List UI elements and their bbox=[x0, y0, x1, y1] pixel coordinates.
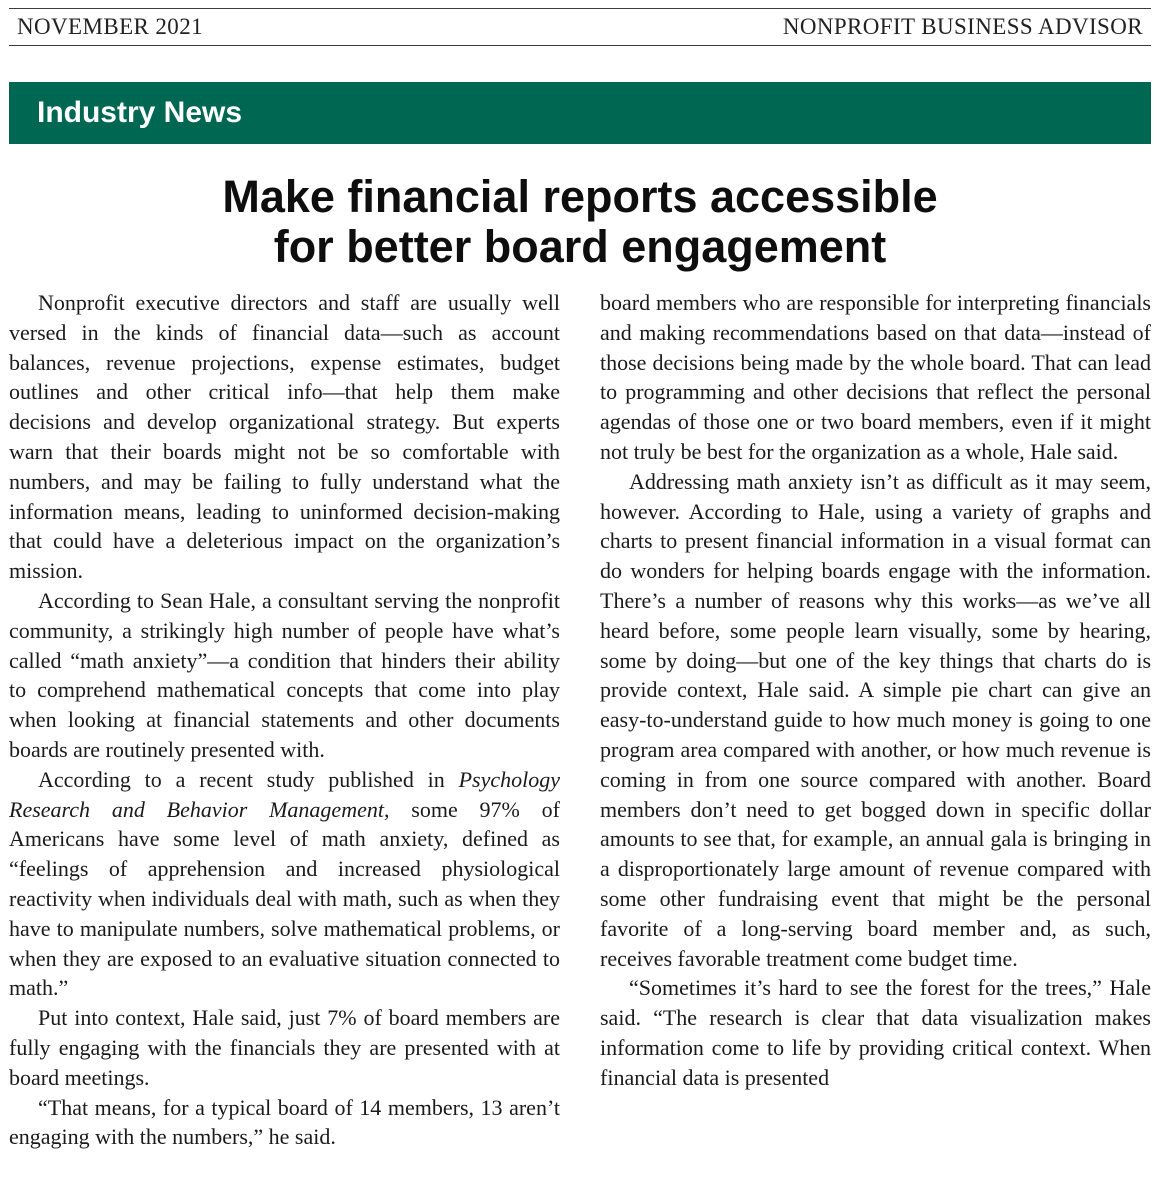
paragraph: board members who are responsible for interpreting financials and making recommendations based on that data—instead of those decisions being made by the whole board. That can lead to programming and other decisions that reflect the personal agendas of those one or two board members, even if it might not truly be best for the organization as a whole, Hale said. bbox=[600, 290, 1151, 464]
paragraph-text: According to a recent study published in bbox=[38, 766, 459, 792]
paragraph: “Sometimes it’s hard to see the forest for the trees,” Hale said. “The research is clear that data visualization makes information come to life by providing critical context. When financial data is presented bbox=[600, 975, 1151, 1090]
publication-name: NONPROFIT BUSINESS ADVISOR bbox=[782, 14, 1143, 39]
journal-title: Psychology Research and Behavior Management bbox=[9, 766, 560, 822]
section-label: Industry News bbox=[37, 96, 243, 129]
paragraph: According to Sean Hale, a consultant serving the nonprofit community, a strikingly high number of people have what’s called “math anxiety”—a condition that hinders their ability to comprehend mathematical concepts that come into play when looking at financial statements and other documents boards are routinely presented with. bbox=[9, 587, 560, 762]
section-banner bbox=[9, 82, 1151, 144]
article-title bbox=[9, 172, 1151, 272]
paragraph: Put into context, Hale said, just 7% of board members are fully engaging with the financials they are presented with at board meetings. bbox=[9, 1005, 560, 1090]
header-bottom-rule bbox=[9, 45, 1151, 46]
article-title-line-1: Make financial reports accessible bbox=[222, 171, 938, 222]
paragraph: “That means, for a typical board of 14 members, 13 aren’t engaging with the numbers,” he said. bbox=[9, 1094, 560, 1150]
running-header bbox=[9, 10, 1151, 44]
article-title-line-2: for better board engagement bbox=[273, 221, 887, 272]
paragraph-text: , some 97% of Americans have some level of math anxiety, defined as “feelings of apprehension and increased physiological reactivity when individuals deal with math, such as when they have to manipulate numbers, solve mathematical problems, or when they are exposed to an evaluative situation connected to math.” bbox=[9, 796, 560, 1001]
article-column-left bbox=[9, 288, 560, 1152]
paragraph: Addressing math anxiety isn’t as difficult as it may seem, however. According to Hale, using a variety of graphs and charts to present financial information in a visual format can do wonders for helping boards engage with the information. There’s a number of reasons why this works—as we’ve all heard before, some people learn visually, some by hearing, some by doing—but one of the key things that charts do is provide context, Hale said. A simple pie chart can give an easy-to-understand guide to how much money is going to one program area compared with another, or how much revenue is coming in from one source compared with another. Board members don’t need to get bogged down in specific dollar amounts to see that, for example, an annual gala is bringing in a disproportionately large amount of revenue compared with some other fundraising event that might be the personal favorite of a long-serving board member and, as such, receives favorable treatment come budget time. bbox=[600, 468, 1151, 971]
paragraph bbox=[9, 765, 560, 1003]
header-top-rule bbox=[9, 8, 1151, 9]
issue-date: NOVEMBER 2021 bbox=[17, 14, 204, 39]
article-column-right bbox=[600, 288, 1151, 1093]
paragraph: Nonprofit executive directors and staff are usually well versed in the kinds of financial data—such as account balances, revenue projections, expense estimates, budget outlines and other critical info—that help them make decisions and develop organizational strategy. But experts warn that their boards might not be so comfortable with numbers, and may be failing to fully understand what the information means, leading to uninformed decision-making that could have a deleterious impact on the organization’s mission. bbox=[9, 290, 560, 584]
